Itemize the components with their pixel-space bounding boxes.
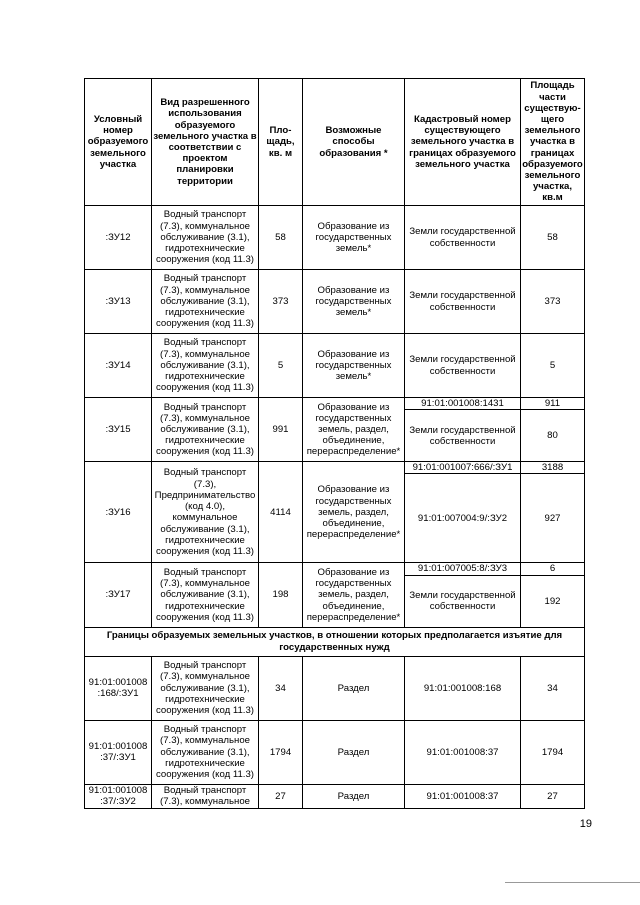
table-row <box>85 398 585 410</box>
plot-area: 27 <box>259 784 303 808</box>
cadastral-number: Земли государственной собственности <box>405 410 521 462</box>
section-header-row <box>85 627 585 656</box>
plot-number: :ЗУ14 <box>85 334 152 398</box>
cadastral-number: 91:01:001007:666/:ЗУ1 <box>405 462 521 474</box>
permitted-use: Водный транспорт (7.3), коммунальное <box>152 784 259 808</box>
plot-area: 34 <box>259 656 303 720</box>
formation-method: Образование из государственных земель, раздел, объединение, перераспределение* <box>303 462 405 563</box>
header-area: Пло-щадь, кв. м <box>259 79 303 206</box>
plot-area: 991 <box>259 398 303 462</box>
table-row <box>85 462 585 474</box>
plot-number: :ЗУ15 <box>85 398 152 462</box>
header-permitted-use: Вид разрешенного использования образуемого земельного участка в соответствии с проектом планировки территории <box>152 79 259 206</box>
part-area: 5 <box>521 334 585 398</box>
permitted-use: Водный транспорт (7.3), коммунальное обслуживание (3.1), гидротехнические сооружения (код 11.3) <box>152 206 259 270</box>
cadastral-number: 91:01:001008:1431 <box>405 398 521 410</box>
part-area: 34 <box>521 656 585 720</box>
table-row <box>85 784 585 808</box>
plot-area: 58 <box>259 206 303 270</box>
part-area: 3188 <box>521 462 585 474</box>
plot-area: 198 <box>259 563 303 627</box>
header-part-area: Площадь части существую-щего земельного участка в границах образуемого земельного участка, кв.м <box>521 79 585 206</box>
header-cadastral-number: Кадастровый номер существующего земельного участка в границах образуемого земельного участка <box>405 79 521 206</box>
cadastral-number: 91:01:001008:37 <box>405 720 521 784</box>
cadastral-number: 91:01:007004:9/:ЗУ2 <box>405 474 521 563</box>
permitted-use: Водный транспорт (7.3), коммунальное обслуживание (3.1), гидротехнические сооружения (код 11.3) <box>152 270 259 334</box>
table-row <box>85 206 585 270</box>
formation-method: Раздел <box>303 784 405 808</box>
header-plot-number: Условный номер образуемого земельного участка <box>85 79 152 206</box>
cadastral-number: Земли государственной собственности <box>405 334 521 398</box>
plot-number: :ЗУ12 <box>85 206 152 270</box>
permitted-use: Водный транспорт (7.3), коммунальное обслуживание (3.1), гидротехнические сооружения (код 11.3) <box>152 398 259 462</box>
table-header-row <box>85 79 585 206</box>
table-row <box>85 656 585 720</box>
page-number: 19 <box>579 818 592 830</box>
cadastral-number: Земли государственной собственности <box>405 270 521 334</box>
plot-area: 373 <box>259 270 303 334</box>
table-row <box>85 334 585 398</box>
part-area: 1794 <box>521 720 585 784</box>
header-formation-method: Возможные способы образования * <box>303 79 405 206</box>
plot-number: 91:01:001008 :37/:ЗУ2 <box>85 784 152 808</box>
cadastral-number: 91:01:001008:168 <box>405 656 521 720</box>
plot-number: 91:01:001008 :168/:ЗУ1 <box>85 656 152 720</box>
formation-method: Образование из государственных земель, раздел, объединение, перераспределение* <box>303 563 405 627</box>
permitted-use: Водный транспорт (7.3), коммунальное обслуживание (3.1), гидротехнические сооружения (код 11.3) <box>152 334 259 398</box>
footer-divider <box>505 882 640 883</box>
cadastral-number: 91:01:001008:37 <box>405 784 521 808</box>
permitted-use: Водный транспорт (7.3), Предпринимательство (код 4.0), коммунальное обслуживание (3.1), гидротехнические сооружения (код 11.3) <box>152 462 259 563</box>
formation-method: Образование из государственных земель, раздел, объединение, перераспределение* <box>303 398 405 462</box>
permitted-use: Водный транспорт (7.3), коммунальное обслуживание (3.1), гидротехнические сооружения (код 11.3) <box>152 563 259 627</box>
plot-area: 5 <box>259 334 303 398</box>
plot-number: 91:01:001008 :37/:ЗУ1 <box>85 720 152 784</box>
plot-area: 4114 <box>259 462 303 563</box>
plot-number: :ЗУ16 <box>85 462 152 563</box>
cadastral-number: Земли государственной собственности <box>405 575 521 627</box>
part-area: 373 <box>521 270 585 334</box>
part-area: 27 <box>521 784 585 808</box>
part-area: 80 <box>521 410 585 462</box>
part-area: 927 <box>521 474 585 563</box>
part-area: 911 <box>521 398 585 410</box>
plot-area: 1794 <box>259 720 303 784</box>
formation-method: Образование из государственных земель* <box>303 206 405 270</box>
cadastral-number: Земли государственной собственности <box>405 206 521 270</box>
permitted-use: Водный транспорт (7.3), коммунальное обслуживание (3.1), гидротехнические сооружения (код 11.3) <box>152 656 259 720</box>
table-row <box>85 563 585 575</box>
table-row <box>85 720 585 784</box>
part-area: 192 <box>521 575 585 627</box>
part-area: 6 <box>521 563 585 575</box>
land-plots-table <box>84 78 585 809</box>
section-title: Границы образуемых земельных участков, в отношении которых предполагается изъятие для государственных нужд <box>85 627 585 656</box>
permitted-use: Водный транспорт (7.3), коммунальное обслуживание (3.1), гидротехнические сооружения (код 11.3) <box>152 720 259 784</box>
formation-method: Образование из государственных земель* <box>303 334 405 398</box>
cadastral-number: 91:01:007005:8/:ЗУ3 <box>405 563 521 575</box>
part-area: 58 <box>521 206 585 270</box>
table-row <box>85 270 585 334</box>
plot-number: :ЗУ13 <box>85 270 152 334</box>
formation-method: Образование из государственных земель* <box>303 270 405 334</box>
plot-number: :ЗУ17 <box>85 563 152 627</box>
formation-method: Раздел <box>303 720 405 784</box>
formation-method: Раздел <box>303 656 405 720</box>
